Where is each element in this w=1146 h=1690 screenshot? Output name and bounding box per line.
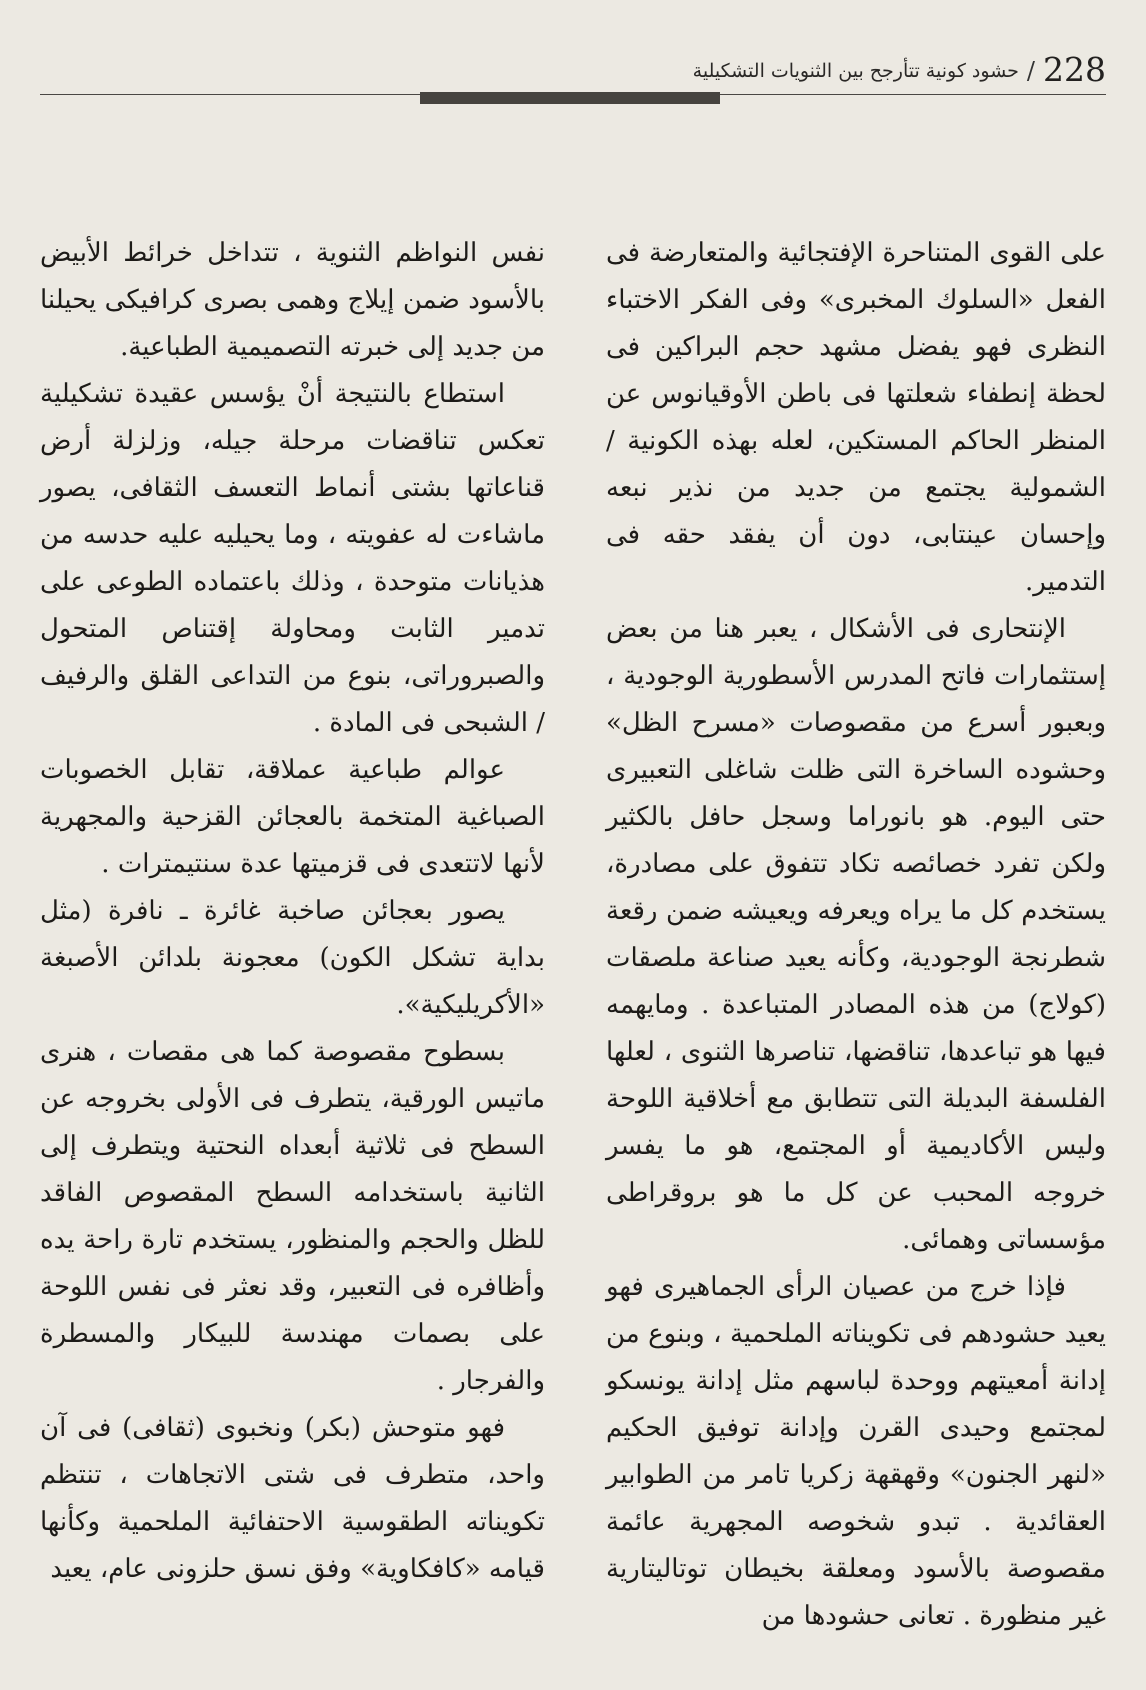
text-column-right — [606, 230, 1106, 1640]
paragraph: يصور بعجائن صاخبة غائرة ـ نافرة (مثل بداية تشكل الكون) معجونة بلدائن الأصبغة «الأكريليكية». — [40, 896, 545, 1020]
page-number: 228 — [1043, 50, 1106, 89]
running-title: حشود كونية تتأرجح بين الثنويات التشكيلية — [692, 60, 1019, 82]
paragraph: بسطوح مقصوصة كما هى مقصات ، هنرى ماتيس الورقية، يتطرف فى الأولى بخروجه عن السطح فى ثلاثية أبعداه النحتية ويتطرف إلى الثانية باستخدامه السطح المقصوص الفاقد للظل والحجم والمنظور، يستخدم تارة راحة يده وأظافره فى التعبير، وقد نعثر فى نفس اللوحة على بصمات مهندسة للبيكار والمسطرة والفرجار . — [40, 1037, 545, 1396]
paragraph: الإنتحارى فى الأشكال ، يعبر هنا من بعض إستثمارات فاتح المدرس الأسطورية الوجودية ، وبعبور أسرع من مقصوصات «مسرح الظل» وحشوده الساخرة التى ظلت شاغلى التعبيرى حتى اليوم. هو بانوراما وسجل حافل بالكثير ولكن تفرد خصائصه تكاد تتفوق على مصادرة، يستخدم كل ما يراه ويعرفه ويعيشه ضمن رقعة شطرنجة الوجودية، وكأنه يعيد صناعة ملصقات (كولاج) من هذه المصادر المتباعدة . ومايهمه فيها هو تباعدها، تناقضها، تناصرها الثنوى ، لعلها الفلسفة البديلة التى تتطابق مع أخلاقية اللوحة وليس الأكاديمية أو المجتمع، هو ما يفسر خروجه المحبب عن كل ما هو بروقراطى مؤسساتى وهمائى. — [606, 614, 1106, 1255]
text-column-left — [40, 230, 545, 1593]
paragraph: عوالم طباعية عملاقة، تقابل الخصوبات الصباغية المتخمة بالعجائن القزحية والمجهرية لأنها لاتتعدى فى قزميتها عدة سنتيمترات . — [40, 755, 545, 879]
running-header — [40, 40, 1106, 90]
paragraph: فإذا خرج من عصيان الرأى الجماهيرى فهو يعيد حشودهم فى تكويناته الملحمية ، وبنوع من إدانة أمعيتهم ووحدة لباسهم مثل إدانة يونسكو لمجتمع وحيدى القرن وإدانة توفيق الحكيم «لنهر الجنون» وقهقهة زكريا تامر من الطوابير العقائدية . تبدو شخوصه المجهرية عائمة مقصوصة بالأسود ومعلقة بخيطان توتاليتارية غير منظورة . تعانى حشودها من — [606, 1272, 1106, 1631]
paragraph: فهو متوحش (بكر) ونخبوى (ثقافى) فى آن واحد، متطرف فى شتى الاتجاهات ، تنتظم تكويناته الطقوسية الاحتفائية الملحمية وكأنها قيامه «كافكاوية» وفق نسق حلزونى عام، يعيد — [40, 1413, 545, 1584]
header-rule-bar — [420, 92, 720, 104]
header-separator: / — [1026, 57, 1035, 85]
paragraph: على القوى المتناحرة الإفتجائية والمتعارضة فى الفعل «السلوك المخبرى» وفى الفكر الاختباء النظرى فهو يفضل مشهد حجم البراكين فى لحظة إنطفاء شعلتها فى باطن الأوقيانوس عن المنظر الحاكم المستكين، لعله بهذه الكونية / الشمولية يجتمع من جديد من نذير نبعه وإحسان عينتابى، دون أن يفقد حقه فى التدمير. — [606, 238, 1106, 597]
paragraph: استطاع بالنتيجة أنْ يؤسس عقيدة تشكيلية تعكس تناقضات مرحلة جيله، وزلزلة أرض قناعاتها بشتى أنماط التعسف الثقافى، يصور ماشاءت له عفويته ، وما يحيليه عليه حدسه من هذيانات متوحدة ، وذلك باعتماده الطوعى على تدمير الثابت ومحاولة إقتناص المتحول والصبروراتى، بنوع من التداعى القلق والرفيف / الشبحى فى المادة . — [40, 379, 545, 738]
paragraph: نفس النواظم الثنوية ، تتداخل خرائط الأبيض بالأسود ضمن إيلاج وهمى بصرى كرافيكى يحيلنا من جديد إلى خبرته التصميمية الطباعية. — [40, 238, 545, 362]
